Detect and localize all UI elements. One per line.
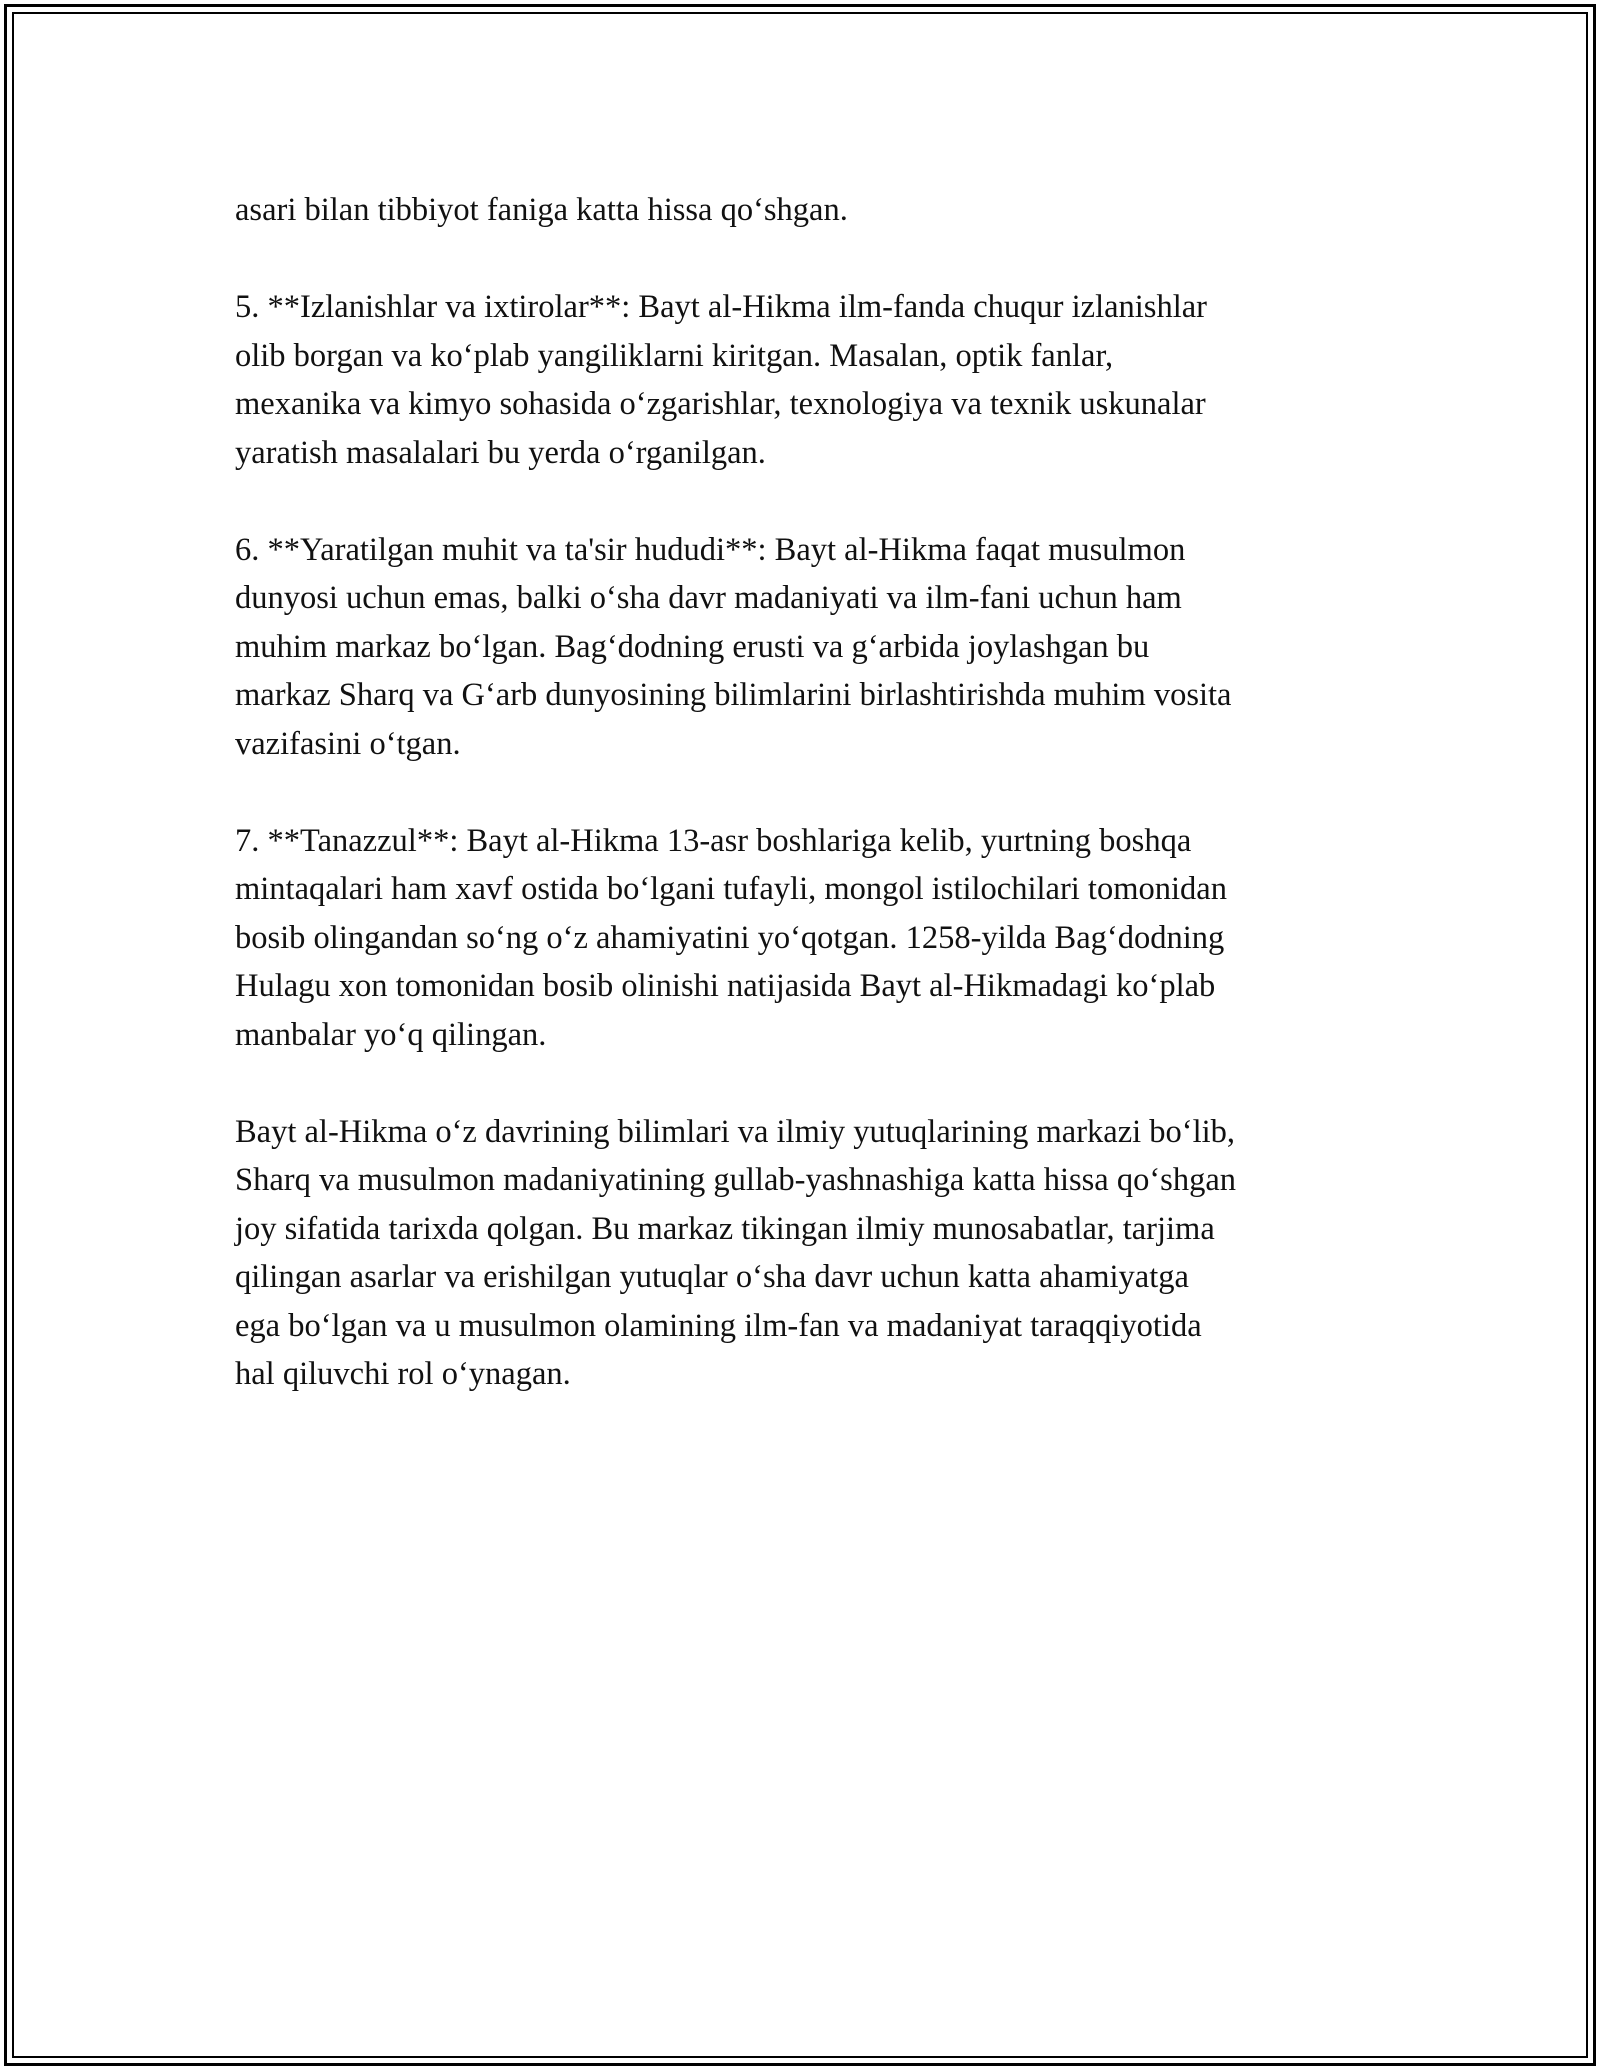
document-body [235, 186, 1375, 1447]
paragraph-continuation: asari bilan tibbiyot faniga katta hissa qo‘shgan. [235, 192, 848, 228]
paragraph-izlanishlar: 5. **Izlanishlar va ixtirolar**: Bayt al-Hikma ilm-fanda chuqur izlanishlar olib borgan va ko‘plab yangiliklarni kiritgan. Masalan, optik fanlar, mexanika va kimyo sohasida o‘zgarishlar, texnologiya va texnik uskunalar yaratish masalalari bu yerda o‘rganilgan. [235, 289, 1207, 471]
paragraph-yaratilgan-muhit: 6. **Yaratilgan muhit va ta'sir hududi**: Bayt al-Hikma faqat musulmon dunyosi uchun emas, balki o‘sha davr madaniyati va ilm-fani uchun ham muhim markaz bo‘lgan. Bag‘dodning erusti va g‘arbida joylashgan bu markaz Sharq va G‘arb dunyosining bilimlarini birlashtirishda muhim vosita vazifasini o‘tgan. [235, 531, 1232, 762]
paragraph-tanazzul: 7. **Tanazzul**: Bayt al-Hikma 13-asr boshlariga kelib, yurtning boshqa mintaqalari ham xavf ostida bo‘lgani tufayli, mongol istilochilari tomonidan bosib olingandan so‘ng o‘z ahamiyatini yo‘qotgan. 1258-yilda Bag‘dodning Hulagu xon tomonidan bosib olinishi natijasida Bayt al-Hikmadagi ko‘plab manbalar yo‘q qilingan. [235, 822, 1227, 1053]
paragraph-conclusion: Bayt al-Hikma o‘z davrining bilimlari va ilmiy yutuqlarining markazi bo‘lib, Sharq va musulmon madaniyatining gullab-yashnashiga katta hissa qo‘shgan joy sifatida tarixda qolgan. Bu markaz tikingan ilmiy munosabatlar, tarjima qilingan asarlar va erishilgan yutuqlar o‘sha davr uchun katta ahamiyatga ega bo‘lgan va u musulmon olamining ilm-fan va madaniyat taraqqiyotida hal qiluvchi rol o‘ynagan. [235, 1113, 1236, 1392]
